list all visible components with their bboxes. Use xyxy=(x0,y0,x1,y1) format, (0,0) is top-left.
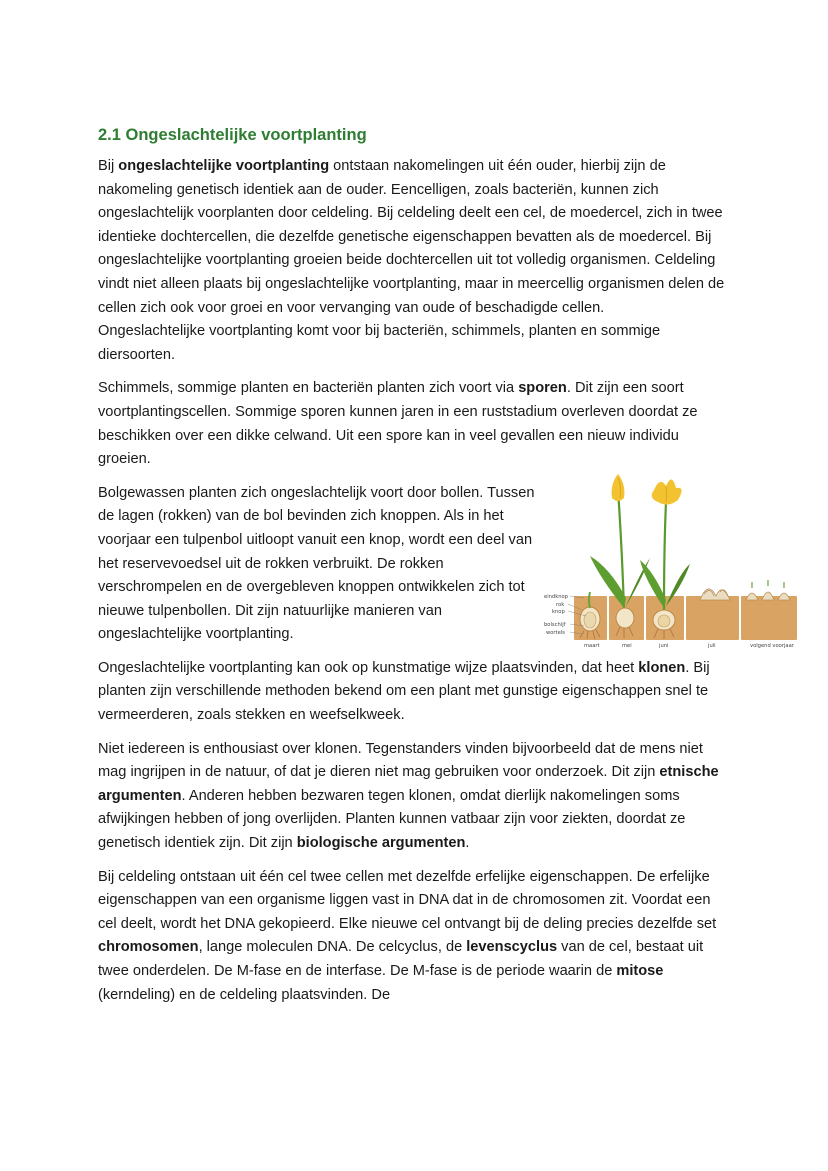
bulbs-volgend-voorjaar xyxy=(746,580,790,600)
tulip-lifecycle-figure xyxy=(540,468,800,650)
paragraph-arguments: Niet iedereen is enthousiast over klonen. Tegenstanders vinden bijvoorbeeld dat de mens niet mag ingrijpen in de natuur, of dat je dieren niet mag gebruiken voor onderzoek. Dit zijn etnische argumenten. Anderen hebben bezwaren tegen klonen, omdat dierlijk nakomelingen soms afwijkingen hebben of jong overlijden. Planten kunnen vatbaar zijn voor ziekten, doordat ze genetisch identiek zijn. Dit zijn biologische argumenten. xyxy=(98,740,719,852)
figure-month-labels xyxy=(584,643,795,649)
document-content xyxy=(98,124,794,1017)
soil-panel-volgend-voorjaar xyxy=(741,596,797,640)
term-biologische-argumenten: biologische argumenten xyxy=(296,835,466,852)
month-juni: juni xyxy=(659,642,669,649)
term-sporen: sporen xyxy=(518,380,567,397)
paragraph-bulbs: Bolgewassen planten zich ongeslachtelijk voort door bollen. Tussen de lagen (rokken) van de bol bevinden zich knoppen. Als in het voorjaar een tulpenbol uitloopt vanuit een knop, wordt een deel van het reservevoedsel uit de rokken verbruikt. De rokken verschrompelen en de overgebleven knoppen ontwikkelen zich tot nieuwe tulpenbollen. Dit zijn natuurlijke manieren van ongeslachtelijke voortplanting. xyxy=(98,484,535,643)
label-eindknop: eindknop xyxy=(544,593,568,600)
term-chromosomen: chromosomen xyxy=(98,939,199,956)
label-bolschijf: bolschijf xyxy=(544,621,566,628)
paragraph-cell-division: Bij celdeling ontstaan uit één cel twee cellen met dezelfde erfelijke eigenschappen. De erfelijke eigenschappen van een organisme liggen vast in DNA dat in de chromosomen zit. Voordat een cel deelt, wordt het DNA gekopieerd. Elke nieuwe cel ontvangt bij de deling precies dezelfde set chromosomen, lange moleculen DNA. De celcyclus, de levenscyclus van de cel, bestaat uit twee onderdelen. De M-fase en de interfase. De M-fase is de periode waarin de mitose (kerndeling) en de celdeling plaatsvinden. De xyxy=(98,868,717,1003)
label-rok: rok xyxy=(556,601,565,608)
tulip-lifecycle-illustration xyxy=(540,468,800,650)
bulbs-juli xyxy=(700,589,730,600)
month-mei: mei xyxy=(622,642,632,649)
paragraph-spores: Schimmels, sommige planten en bacteriën planten zich voort via sporen. Dit zijn een soort voortplantingscellen. Sommige sporen kunnen jaren in een ruststadium overleven doordat ze beschikken over een dikke celwand. Uit een spore kan in veel gevallen een nieuw individu groeien. xyxy=(98,380,698,468)
month-maart: maart xyxy=(584,642,600,649)
section-heading: 2.1 Ongeslachtelijke voortplanting xyxy=(98,126,367,144)
label-knop: knop xyxy=(552,608,565,615)
paragraph-cloning: Ongeslachtelijke voortplanting kan ook op kunstmatige wijze plaatsvinden, dat heet klonen. Bij planten zijn verschillende methoden bekend om een plant met gunstige eigenschappen snel te vermeerderen, zoals stekken en weefselkweek. xyxy=(98,659,710,724)
term-mitose: mitose xyxy=(616,963,664,979)
term-klonen: klonen xyxy=(638,659,686,676)
soil-panels xyxy=(574,596,797,640)
term-levenscyclus: levenscyclus xyxy=(466,939,558,956)
bulb-section xyxy=(98,482,794,649)
month-volgend-voorjaar: volgend voorjaar xyxy=(750,642,794,649)
label-wortels: wortels xyxy=(546,629,565,636)
term-ongeslachtelijke-voortplanting: ongeslachtelijke voortplanting xyxy=(118,158,330,174)
paragraph-occurrence: Ongeslachtelijke voortplanting komt voor bij bacteriën, schimmels, planten en sommige diersoorten. xyxy=(98,323,661,363)
soil-panel-juli xyxy=(686,596,739,640)
paragraph-asexual-reproduction: Bij ongeslachtelijke voortplanting ontstaan nakomelingen uit één ouder, hierbij zijn de nakomeling genetisch identiek aan de ouder. Eencelligen, zoals bacteriën, kunnen zich ongeslachtelijk voorplanten door celdeling. Bij celdeling deelt een cel, de moedercel, zich in twee identieke dochtercellen, die dezelfde genetische eigenschappen bevatten als de moedercel. Bij ongeslachtelijke voortplanting groeien beide dochtercellen uit tot volledig organismen. Celdeling vindt niet alleen plaats bij ongeslachtelijke voortplanting, maar in meercellig organismen delen de cellen zich ook voor groei en voor vervanging van oude of beschadigde cellen. xyxy=(98,158,725,316)
month-juli: juli xyxy=(708,642,716,649)
term-etnische-argumenten: etnische argumenten xyxy=(98,764,719,804)
